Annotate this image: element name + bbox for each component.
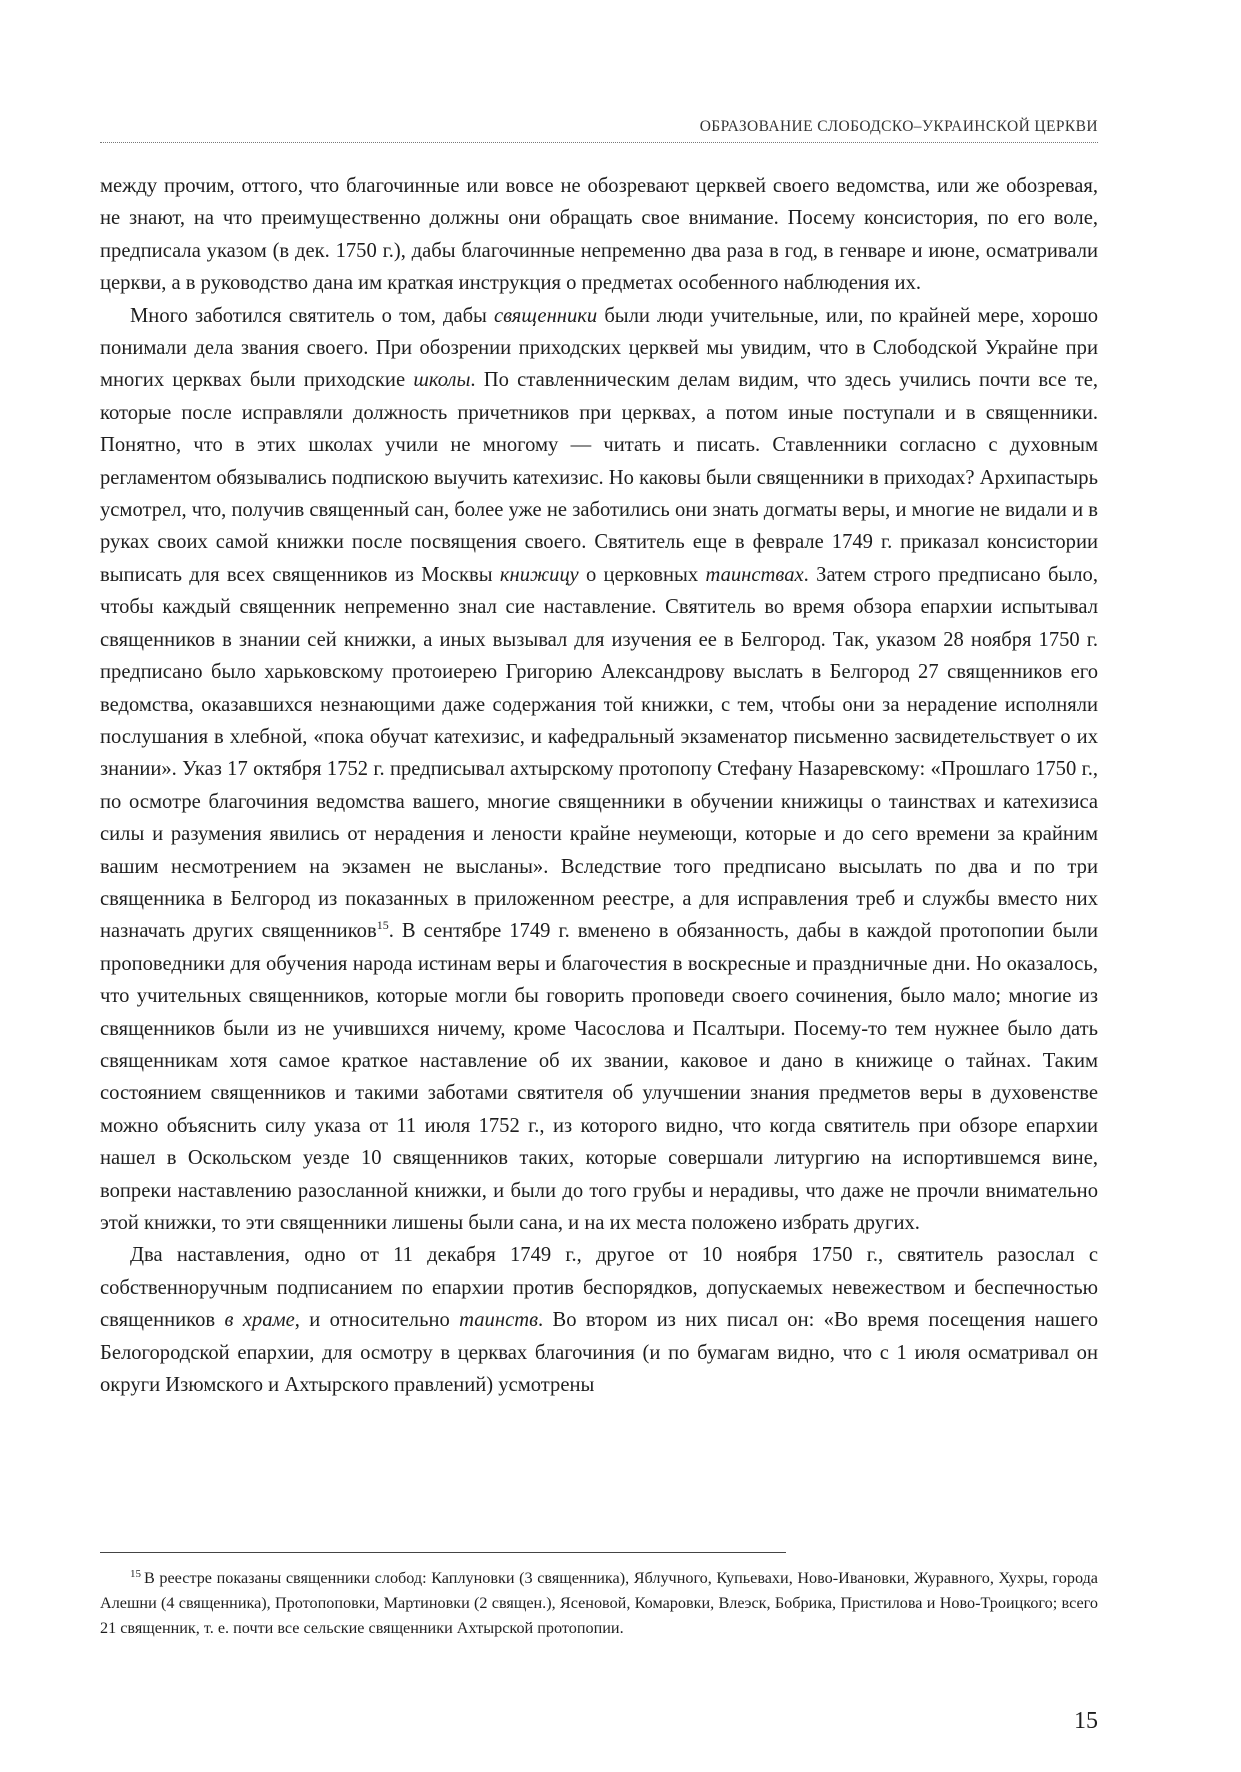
paragraph-1: между прочим, оттого, что благочинные или вовсе не обозревают церквей своего ведомства, или же обозревая, не знают, на что преимущественно должны они обращать свое внимание. Посему консистория, по его воле, предписала указом (в дек. 1750 г.), дабы благочинные непременно два раза в год, в генваре и июне, осматривали церкви, а в руководство дана им краткая инструкция о предметах особенного наблюдения их. bbox=[100, 175, 1098, 295]
text-run: Два наставления, одно от 11 декабря 1749 г., другое от 10 ноября 1750 г., святитель разослал с собственноручным подписанием по епархии против беспорядков, допускаемых невежеством и беспечностью священников bbox=[100, 1244, 1098, 1332]
paragraph-2 bbox=[100, 300, 1098, 1240]
footnote-mark: 15 bbox=[130, 1568, 141, 1580]
footnote bbox=[100, 1566, 1098, 1641]
header-divider bbox=[100, 142, 1098, 143]
footnote-reference[interactable]: 15 bbox=[376, 918, 389, 933]
text-run: . В сентябре 1749 г. вменено в обязанность, дабы в каждой протопопии были проповедники для обучения народа истинам веры и благочестия в воскресные и праздничные дни. Но оказалось, что учительных священников, которые могли бы говорить проповеди своего сочинения, было мало; многие из священников были из не учившихся ничему, кроме Часослова и Псалтыри. Посему-то тем нужнее было дать священникам хотя самое краткое наставление об их звании, каковое и дано в книжице о тайнах. Таким состоянием священников и такими заботами святителя об улучшении знания предметов веры в духовенстве можно объяснить силу указа от 11 июля 1752 г., из которого видно, что когда святитель при обзоре епархии нашел в Оскольском уезде 10 священников таких, которые совершали литургию на испортившемся вине, вопреки наставлению разосланной книжки, и были до того грубы и нерадивы, что даже не прочли внимательно этой книжки, то эти священники лишены были сана, и на их места положено избрать других. bbox=[100, 920, 1098, 1234]
paragraph-3 bbox=[100, 1239, 1098, 1401]
page-number: 15 bbox=[1074, 1708, 1098, 1734]
main-text bbox=[100, 170, 1098, 1401]
italic-term: священники bbox=[493, 304, 598, 327]
footnote-divider bbox=[100, 1552, 786, 1553]
text-run: . Затем строго предписано было, чтобы каждый священник непременно знал сие наставление. Святитель во время обзора епархии испытывал священников в знании сей книжки, а иных вызывал для изучения ее в Белгород. Так, указом 28 ноября 1750 г. предписано было харьковскому протоиерею Григорию Александрову выслать в Белгород 27 священников его ведомства, оказавшихся незнающими даже содержания той книжки, с тем, чтобы они за нерадение исполняли послушания в хлебной, «пока обучат катехизис, и кафедральный экзаменатор письменно засвидетельствует о их знании». Указ 17 октября 1752 г. предписывал ахтырскому протопопу Стефану Назаревскому: «Прошлаго 1750 г., по осмотре благочиния ведомства вашего, многие священники в обучении книжицы о таинствах и катехизиса силы и разумения явились от нерадения и лености крайне неумеющи, которые и до сего времени за крайним вашим несмотрением на экзамен не высланы». Вследствие того предписано высылать по два и по три священника в Белгород из показанных в приложенном реестре, а для исправления треб и службы вместо них назначать других священников bbox=[100, 563, 1098, 943]
italic-term: в храме bbox=[224, 1309, 295, 1332]
footnote-text: В реестре показаны священники слобод: Каплуновки (3 священника), Яблучного, Купьевахи, Ново-Ивановки, Журавного, Хухры, города Алешни (4 священника), Протопоповки, Мартиновки (2 священ.), Ясеновой, Комаровки, Влеэск, Бобрика, Пристилова и Ново-Троицкого; всего 21 священник, т. е. почти все сельские священники Ахтырской протопопии. bbox=[100, 1569, 1098, 1637]
text-run: , и относительно bbox=[294, 1309, 460, 1332]
italic-term: таинств bbox=[459, 1309, 539, 1332]
running-head: ОБРАЗОВАНИЕ СЛОБОДСКО–УКРАИНСКОЙ ЦЕРКВИ bbox=[699, 118, 1098, 135]
text-run: . По ставленническим делам видим, что здесь учились почти все те, которые после исправляли должность причетников при церквах, а потом иные поступали и в священники. Понятно, что в этих школах учили не многому — читать и писать. Ставленники согласно с духовным регламентом обязывались подпискою выучить катехизис. Но каковы были священники в приходах? Архипастырь усмотрел, что, получив священный сан, более уже не заботились они знать догматы веры, и многие не видали и в руках своих самой книжки после посвящения своего. Святитель еще в феврале 1749 г. приказал консистории выписать для всех священников из Москвы bbox=[100, 369, 1099, 586]
text-run: . Во втором из них писал он: «Во время посещения нашего Белогородской епархии, для осмотру в церквах благочиния (и по бумагам видно, что с 1 июля осматривал он округи Изюмского и Ахтырского правлений) усмотрены bbox=[100, 1309, 1098, 1397]
text-run: были люди учительные, или, по крайней мере, хорошо понимали дела звания своего. При обозрении приходских церквей мы увидим, что в Слободской Украйне при многих церквах были приходские bbox=[100, 304, 1098, 392]
text-run: Много заботился святитель о том, дабы bbox=[130, 304, 494, 327]
italic-term: таинствах bbox=[705, 563, 804, 586]
italic-term: книжицу bbox=[499, 563, 579, 586]
italic-term: школы bbox=[413, 369, 471, 392]
text-run: о церковных bbox=[578, 563, 706, 586]
